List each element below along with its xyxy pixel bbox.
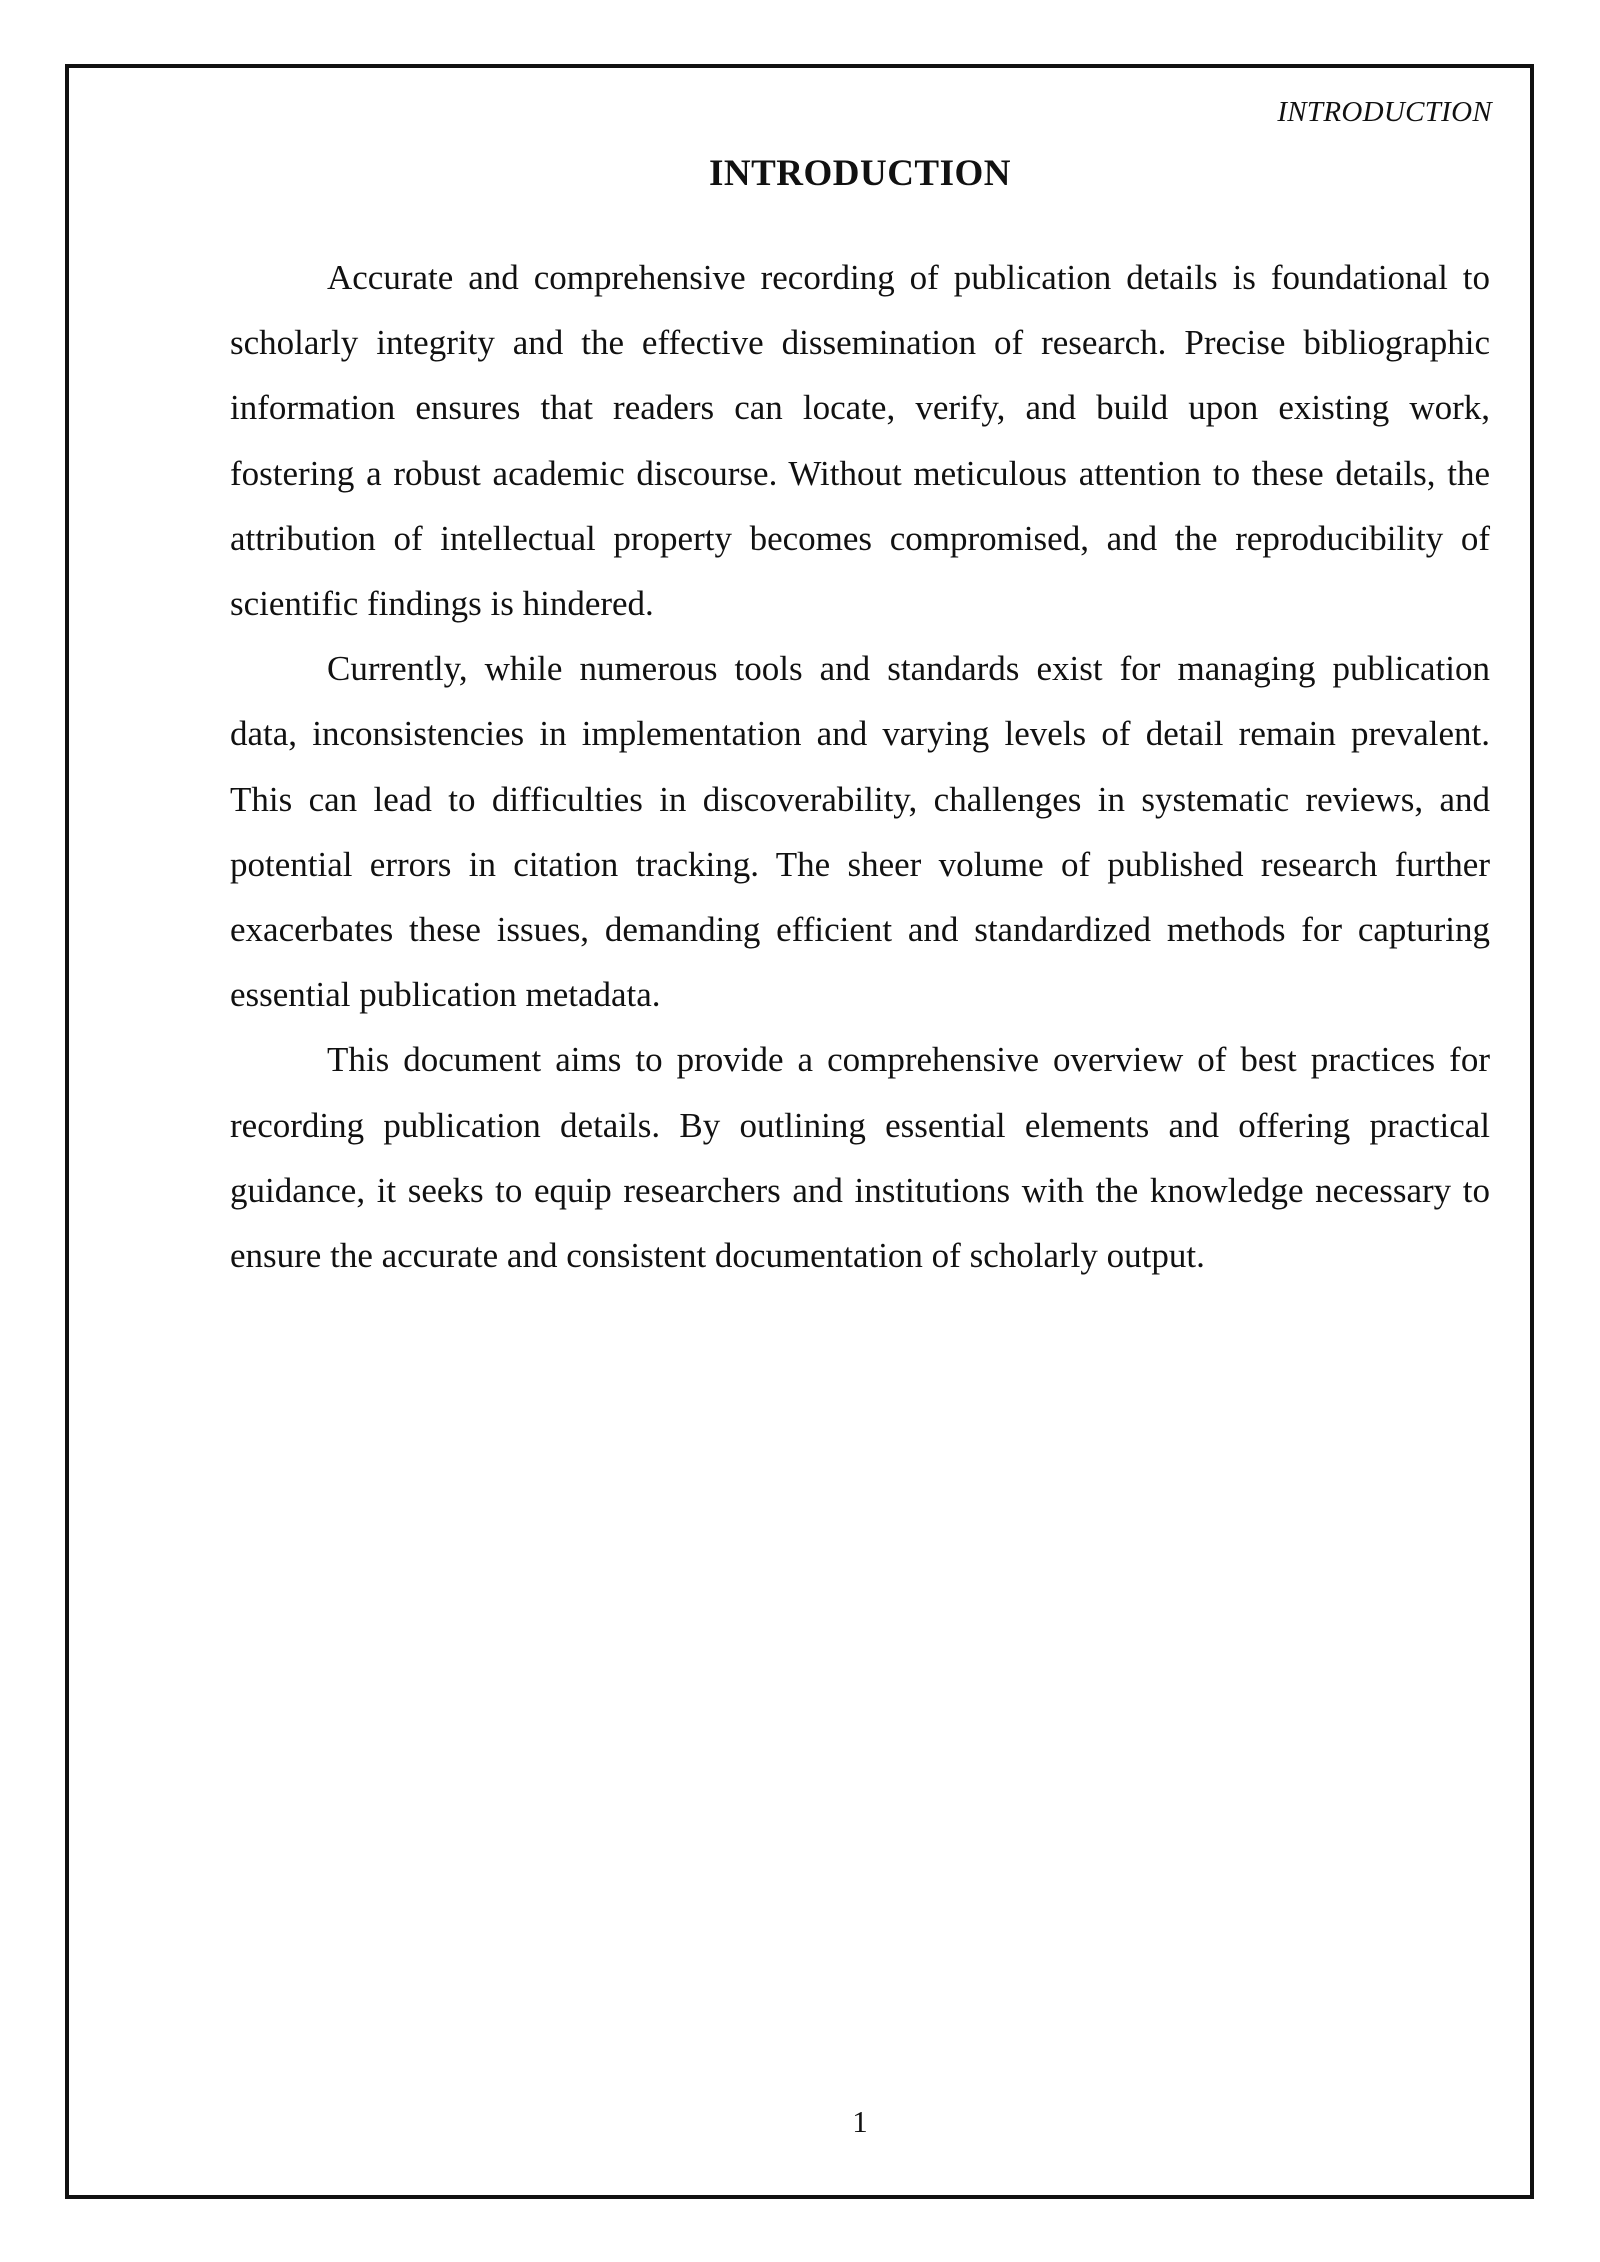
page-number: 1 [852, 2104, 868, 2139]
page-title: INTRODUCTION [708, 153, 1012, 194]
paragraph-1: Accurate and comprehensive recording of publication details is foundational to scholarly integrity and the effective dissemination of research. Precise bibliographic information ensures that readers can locate, verify, and build upon existing work, fostering a robust academic discourse. Without meticulous attention to these details, the attribution of intellectual property becomes compromised, and the reproducibility of scientific findings is hindered. [230, 258, 1490, 624]
paragraph-2: Currently, while numerous tools and standards exist for managing publication data, inconsistencies in implementation and varying levels of detail remain prevalent. This can lead to difficulties in discoverability, challenges in systematic reviews, and potential errors in citation tracking. The sheer volume of published research further exacerbates these issues, demanding efficient and standardized methods for capturing essential publication metadata. [230, 649, 1490, 1015]
paragraph-3: This document aims to provide a comprehensive overview of best practices for recording publication details. By outlining essential elements and offering practical guidance, it seeks to equip researchers and institutions with the knowledge necessary to ensure the accurate and consistent documentation of scholarly output. [230, 1040, 1490, 1276]
body-text [230, 245, 1490, 1288]
running-header: INTRODUCTION [1277, 96, 1492, 128]
